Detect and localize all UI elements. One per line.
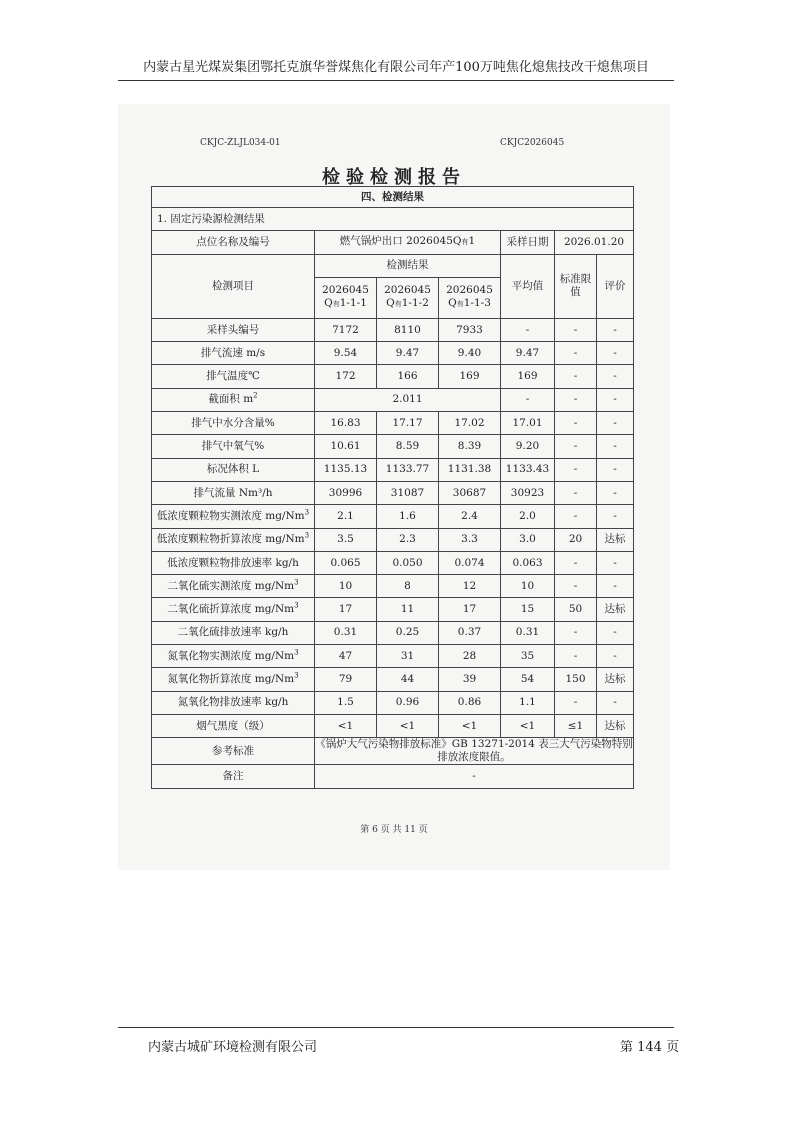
table-row [152,598,634,621]
result-value: 2.3 [377,528,439,551]
item-unit-superscript: 3 [294,671,299,680]
limit-value: - [555,645,597,668]
result-value: 2.1 [315,505,377,528]
limit-value: - [555,551,597,574]
table-row [152,575,634,598]
sample-id-tail: 1-1-2 [401,297,429,310]
item-name-text: 排气中水分含量% [191,416,275,429]
evaluation-value: - [597,505,634,528]
results-header: 检测结果 [315,254,501,277]
average-value: 1.1 [501,691,555,714]
date-value: 2026.01.20 [555,231,634,254]
item-name [152,342,315,365]
item-unit-superscript: 3 [294,601,299,610]
result-value: 0.37 [439,621,501,644]
average-value: 1133.43 [501,458,555,481]
footer-divider [118,1027,674,1028]
table-row [152,388,634,411]
item-name [152,551,315,574]
item-name [152,481,315,504]
evaluation-value: - [597,621,634,644]
remark-label: 备注 [152,765,315,788]
table-row [152,318,634,341]
result-value: 0.050 [377,551,439,574]
result-value: 31 [377,645,439,668]
result-value: 8 [377,575,439,598]
result-value: 1131.38 [439,458,501,481]
item-name-text: 烟气黑度（级） [196,719,270,732]
sample-id-prefix: Q [386,297,395,310]
result-value: 10 [315,575,377,598]
result-value: <1 [315,714,377,737]
sample-id-top: 2026045 [446,284,493,297]
average-value: 2.0 [501,505,555,528]
average-value: 35 [501,645,555,668]
limit-value: 50 [555,598,597,621]
result-value: 0.065 [315,551,377,574]
evaluation-value: - [597,318,634,341]
average-value: 17.01 [501,412,555,435]
reference-label: 参考标准 [152,738,315,765]
result-value: 8.59 [377,435,439,458]
result-value: 10.61 [315,435,377,458]
item-name [152,621,315,644]
result-value: 9.47 [377,342,439,365]
item-unit-superscript: 3 [304,508,310,517]
item-unit-superscript: 2 [253,391,258,400]
limit-header: 标准限值 [555,254,597,318]
sample-id-prefix: Q [448,297,457,310]
section-title-row [152,187,634,208]
subsection-title: 1. 固定污染源检测结果 [152,208,634,231]
result-value: 7172 [315,318,377,341]
site-label: 点位名称及编号 [152,231,315,254]
limit-value: - [555,412,597,435]
item-name [152,645,315,668]
table-row [152,342,634,365]
table-row [152,691,634,714]
result-value: 8.39 [439,435,501,458]
result-value: 17 [439,598,501,621]
sample-id-top: 2026045 [322,284,369,297]
sample-id-header [315,277,377,318]
average-value: 169 [501,365,555,388]
form-code: CKJC-ZLJL034-01 [200,138,281,148]
sample-id-sub: 有 [332,300,340,309]
eval-header: 评价 [597,254,634,318]
item-name [152,412,315,435]
limit-value: - [555,365,597,388]
evaluation-value: - [597,458,634,481]
item-name [152,505,315,528]
result-value: 0.31 [315,621,377,644]
item-name-text: 采样头编号 [206,323,260,336]
reference-value: 《锅炉大气污染物排放标准》GB 13271-2014 表三大气污染物特别排放浓度限值。 [315,738,633,764]
page-header-title: 内蒙古星光煤炭集团鄂托克旗华誉煤焦化有限公司年产100万吨焦化熄焦技改干熄焦项目 [143,60,649,75]
result-value: 166 [377,365,439,388]
evaluation-value: - [597,412,634,435]
evaluation-value: 达标 [597,598,634,621]
sample-id-sub: 有 [456,300,464,309]
table-row [152,435,634,458]
evaluation-value: - [597,365,634,388]
item-name-text: 排气流量 Nm³/h [193,486,273,499]
table-row [152,365,634,388]
result-value: 1133.77 [377,458,439,481]
sample-id-tail: 1-1-1 [339,297,367,310]
result-value: <1 [377,714,439,737]
result-value: 12 [439,575,501,598]
evaluation-value: 达标 [597,668,634,691]
limit-value: - [555,388,597,411]
result-value: 16.83 [315,412,377,435]
reference-row [152,738,634,765]
item-name-text: 排气流速 m/s [200,346,266,359]
item-name [152,598,315,621]
result-value: 169 [439,365,501,388]
footer-company: 内蒙古城矿环境检测有限公司 [148,1040,318,1055]
result-value: 172 [315,365,377,388]
average-value: - [501,318,555,341]
average-value: - [501,388,555,411]
table-row [152,645,634,668]
result-value: 3.3 [439,528,501,551]
result-value: 17.17 [377,412,439,435]
evaluation-value: 达标 [597,528,634,551]
average-value: 9.20 [501,435,555,458]
limit-value: ≤1 [555,714,597,737]
result-value: 11 [377,598,439,621]
report-number: CKJC2026045 [500,138,565,148]
result-value: 9.40 [439,342,501,365]
result-value: 8110 [377,318,439,341]
report-title: 检验检测报告 [322,167,466,188]
merged-value: 2.011 [315,388,501,411]
average-value: 3.0 [501,528,555,551]
table-row [152,528,634,551]
sample-id-prefix: Q [324,297,333,310]
item-name-text: 低浓度颗粒物折算浓度 mg/Nm [156,533,305,546]
result-value: 3.5 [315,528,377,551]
limit-value: - [555,342,597,365]
result-value: 0.25 [377,621,439,644]
item-name [152,365,315,388]
average-value: 54 [501,668,555,691]
result-value: 1135.13 [315,458,377,481]
average-value: 30923 [501,481,555,504]
limit-value: - [555,435,597,458]
average-value: 9.47 [501,342,555,365]
result-value: 9.54 [315,342,377,365]
table-row [152,458,634,481]
limit-value: - [555,505,597,528]
evaluation-value: - [597,435,634,458]
subsection-row [152,208,634,231]
evaluation-value: 达标 [597,714,634,737]
remark-value: - [315,765,634,788]
item-unit-superscript: 3 [294,578,299,587]
limit-value: - [555,481,597,504]
item-name-text: 排气中氧气% [201,440,265,453]
item-unit-superscript: 3 [304,531,310,540]
table-row [152,621,634,644]
item-name-text: 氮氧化物折算浓度 mg/Nm [167,672,295,685]
result-value: 1.6 [377,505,439,528]
limit-value: 150 [555,668,597,691]
item-name [152,318,315,341]
item-name [152,691,315,714]
item-name-text: 二氧化硫排放速率 kg/h [177,626,289,639]
limit-value: - [555,621,597,644]
item-name-text: 二氧化硫实测浓度 mg/Nm [167,579,295,592]
average-value: 0.063 [501,551,555,574]
site-value: 燃气锅炉出口 2026045Q有1 [315,231,501,254]
item-name-text: 二氧化硫折算浓度 mg/Nm [167,603,295,616]
table-row [152,668,634,691]
table-row [152,714,634,737]
result-value: 2.4 [439,505,501,528]
evaluation-value: - [597,691,634,714]
sample-id-sub: 有 [394,300,402,309]
result-value: 17.02 [439,412,501,435]
item-name-text: 氮氧化物实测浓度 mg/Nm [167,649,295,662]
item-name [152,668,315,691]
table-row [152,412,634,435]
result-value: 30687 [439,481,501,504]
limit-value: - [555,575,597,598]
item-unit-superscript: 3 [294,648,299,657]
evaluation-value: - [597,342,634,365]
result-value: 79 [315,668,377,691]
site-row [152,231,634,254]
result-value: 0.86 [439,691,501,714]
sample-id-header [439,277,501,318]
evaluation-value: - [597,481,634,504]
sample-id-header [377,277,439,318]
table-row [152,481,634,504]
evaluation-value: - [597,645,634,668]
results-table [151,186,634,789]
item-name-text: 截面积 m [208,393,254,406]
remark-row [152,765,634,788]
result-value: 0.96 [377,691,439,714]
result-value: 44 [377,668,439,691]
item-name [152,388,315,411]
header-row-1 [152,254,634,277]
item-name [152,575,315,598]
result-value: 47 [315,645,377,668]
evaluation-value: - [597,575,634,598]
result-value: <1 [439,714,501,737]
result-value: 30996 [315,481,377,504]
result-value: 17 [315,598,377,621]
result-value: 7933 [439,318,501,341]
evaluation-value: - [597,388,634,411]
avg-header: 平均值 [501,254,555,318]
result-value: 39 [439,668,501,691]
item-name-text: 标况体积 L [206,463,260,476]
result-value: 0.074 [439,551,501,574]
item-header: 检测项目 [152,254,315,318]
item-name [152,528,315,551]
limit-value: - [555,691,597,714]
evaluation-value: - [597,551,634,574]
limit-value: - [555,458,597,481]
footer-page-number: 第 144 页 [620,1040,680,1055]
limit-value: - [555,318,597,341]
result-value: 1.5 [315,691,377,714]
item-name [152,435,315,458]
section-title: 四、检测结果 [152,187,634,208]
sample-id-tail: 1-1-3 [463,297,491,310]
limit-value: 20 [555,528,597,551]
average-value: 10 [501,575,555,598]
result-value: 28 [439,645,501,668]
item-name-text: 氮氧化物排放速率 kg/h [177,696,289,709]
result-value: 31087 [377,481,439,504]
item-name-text: 低浓度颗粒物实测浓度 mg/Nm [156,509,305,522]
header-divider [118,80,674,81]
item-name-text: 排气温度℃ [206,370,260,383]
item-name [152,458,315,481]
table-row [152,551,634,574]
item-name-text: 低浓度颗粒物排放速率 kg/h [167,556,299,569]
average-value: 15 [501,598,555,621]
table-row [152,505,634,528]
average-value: 0.31 [501,621,555,644]
sample-id-top: 2026045 [384,284,431,297]
average-value: <1 [501,714,555,737]
inner-page-number: 第 6 页 共 11 页 [360,825,428,835]
item-name [152,714,315,737]
date-label: 采样日期 [501,231,555,254]
